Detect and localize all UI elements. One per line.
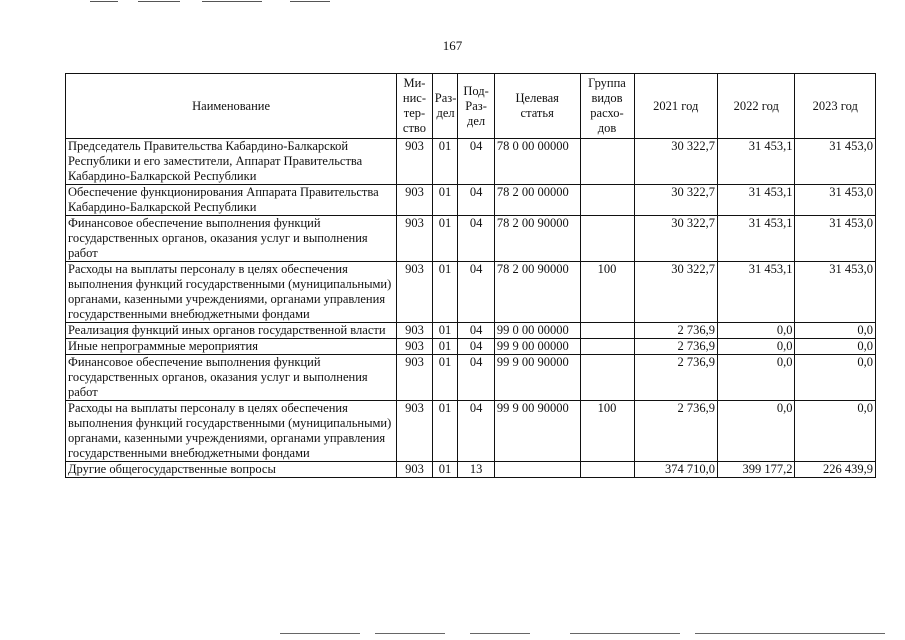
row-2021: 374 710,0: [634, 462, 718, 478]
row-2023: 31 453,0: [795, 185, 876, 216]
header-section-text: Раз- дел: [434, 91, 457, 120]
row-2022: 399 177,2: [718, 462, 795, 478]
row-section: 01: [432, 401, 457, 462]
cut-line: [202, 1, 262, 2]
row-2023: 0,0: [795, 401, 876, 462]
row-target-article: [494, 462, 580, 478]
header-ministry: [397, 74, 433, 139]
table-row: [66, 216, 876, 262]
row-ministry: 903: [397, 262, 433, 323]
row-target-article: 99 9 00 90000: [494, 401, 580, 462]
header-expense-group: [580, 74, 634, 139]
row-2023: 0,0: [795, 323, 876, 339]
row-subsection: 04: [458, 339, 495, 355]
table-row: [66, 401, 876, 462]
row-section: 01: [432, 355, 457, 401]
cut-line: [470, 633, 530, 634]
row-ministry: 903: [397, 185, 433, 216]
row-expense-group: [580, 339, 634, 355]
row-expense-group: [580, 139, 634, 185]
row-subsection: 04: [458, 185, 495, 216]
row-2022: 0,0: [718, 323, 795, 339]
row-subsection: 04: [458, 355, 495, 401]
header-2021: [634, 74, 718, 139]
bottom-cut-lines: [280, 632, 900, 636]
row-name: Реализация функций иных органов государственной власти: [66, 323, 397, 339]
row-name: Финансовое обеспечение выполнения функций государственных органов, оказания услуг и выполнения работ: [66, 355, 397, 401]
row-name: Расходы на выплаты персоналу в целях обеспечения выполнения функций государственными (муниципальными) органами, казенными учреждениями, органами управления государственными внебюджетными фондами: [66, 401, 397, 462]
row-target-article: 78 2 00 90000: [494, 216, 580, 262]
header-section: [432, 74, 457, 139]
row-subsection: 04: [458, 401, 495, 462]
row-expense-group: [580, 216, 634, 262]
cut-line: [280, 633, 360, 634]
row-name: Иные непрограммные мероприятия: [66, 339, 397, 355]
row-2021: 30 322,7: [634, 139, 718, 185]
row-expense-group: [580, 355, 634, 401]
row-2021: 2 736,9: [634, 355, 718, 401]
row-2022: 31 453,1: [718, 262, 795, 323]
row-expense-group: 100: [580, 401, 634, 462]
header-target-article-text: Целевая статья: [515, 91, 559, 120]
header-expense-group-text: Группа видов расхо- дов: [588, 76, 626, 135]
row-expense-group: [580, 323, 634, 339]
table-row: [66, 355, 876, 401]
header-2022-text: 2022 год: [733, 98, 779, 113]
top-cut-lines: [90, 0, 350, 4]
row-name: Расходы на выплаты персоналу в целях обеспечения выполнения функций государственными (муниципальными) органами, казенными учреждениями, органами управления государственными внебюджетными фондами: [66, 262, 397, 323]
header-2023-text: 2023 год: [812, 98, 858, 113]
row-subsection: 13: [458, 462, 495, 478]
row-name: Председатель Правительства Кабардино-Балкарской Республики и его заместители, Аппарат Правительства Кабардино-Балкарской Республики: [66, 139, 397, 185]
row-2023: 0,0: [795, 355, 876, 401]
row-2021: 30 322,7: [634, 216, 718, 262]
row-2021: 2 736,9: [634, 323, 718, 339]
row-ministry: 903: [397, 216, 433, 262]
row-2021: 2 736,9: [634, 339, 718, 355]
header-name-text: Наименование: [192, 98, 270, 113]
row-2022: 31 453,1: [718, 216, 795, 262]
table-row: [66, 323, 876, 339]
cut-line: [290, 1, 330, 2]
row-expense-group: [580, 462, 634, 478]
cut-line: [138, 1, 180, 2]
row-2022: 31 453,1: [718, 185, 795, 216]
header-subsection-text: Под- Раз- дел: [463, 83, 489, 128]
cut-line: [695, 633, 885, 634]
row-subsection: 04: [458, 139, 495, 185]
row-target-article: 99 0 00 00000: [494, 323, 580, 339]
table-row: [66, 185, 876, 216]
row-2021: 30 322,7: [634, 262, 718, 323]
table-row: [66, 139, 876, 185]
row-section: 01: [432, 462, 457, 478]
row-section: 01: [432, 185, 457, 216]
header-2022: [718, 74, 795, 139]
row-target-article: 99 9 00 00000: [494, 339, 580, 355]
budget-table: [65, 73, 876, 478]
row-section: 01: [432, 139, 457, 185]
row-target-article: 78 0 00 00000: [494, 139, 580, 185]
header-target-article: [494, 74, 580, 139]
header-2021-text: 2021 год: [653, 98, 699, 113]
row-target-article: 99 9 00 90000: [494, 355, 580, 401]
row-2022: 31 453,1: [718, 139, 795, 185]
row-target-article: 78 2 00 00000: [494, 185, 580, 216]
row-section: 01: [432, 339, 457, 355]
row-2022: 0,0: [718, 355, 795, 401]
header-ministry-text: Ми- нис- тер- ство: [402, 76, 426, 135]
table-row: [66, 462, 876, 478]
row-ministry: 903: [397, 355, 433, 401]
row-name: Финансовое обеспечение выполнения функций государственных органов, оказания услуг и выполнения работ: [66, 216, 397, 262]
header-2023: [795, 74, 876, 139]
row-target-article: 78 2 00 90000: [494, 262, 580, 323]
page-number: 167: [442, 38, 463, 53]
row-section: 01: [432, 323, 457, 339]
row-2021: 2 736,9: [634, 401, 718, 462]
row-2021: 30 322,7: [634, 185, 718, 216]
row-2023: 31 453,0: [795, 139, 876, 185]
row-2023: 31 453,0: [795, 216, 876, 262]
row-subsection: 04: [458, 323, 495, 339]
row-section: 01: [432, 262, 457, 323]
row-expense-group: 100: [580, 262, 634, 323]
row-section: 01: [432, 216, 457, 262]
row-name: Другие общегосударственные вопросы: [66, 462, 397, 478]
row-2023: 226 439,9: [795, 462, 876, 478]
table-row: [66, 339, 876, 355]
row-name: Обеспечение функционирования Аппарата Правительства Кабардино-Балкарской Республики: [66, 185, 397, 216]
table-row: [66, 262, 876, 323]
cut-line: [90, 1, 118, 2]
row-ministry: 903: [397, 462, 433, 478]
cut-line: [375, 633, 445, 634]
row-ministry: 903: [397, 323, 433, 339]
header-row: [66, 74, 876, 139]
row-expense-group: [580, 185, 634, 216]
row-ministry: 903: [397, 339, 433, 355]
row-2023: 0,0: [795, 339, 876, 355]
row-2022: 0,0: [718, 401, 795, 462]
row-2022: 0,0: [718, 339, 795, 355]
row-subsection: 04: [458, 262, 495, 323]
cut-line: [570, 633, 680, 634]
row-subsection: 04: [458, 216, 495, 262]
row-ministry: 903: [397, 139, 433, 185]
header-name: [66, 74, 397, 139]
header-subsection: [458, 74, 495, 139]
row-ministry: 903: [397, 401, 433, 462]
row-2023: 31 453,0: [795, 262, 876, 323]
